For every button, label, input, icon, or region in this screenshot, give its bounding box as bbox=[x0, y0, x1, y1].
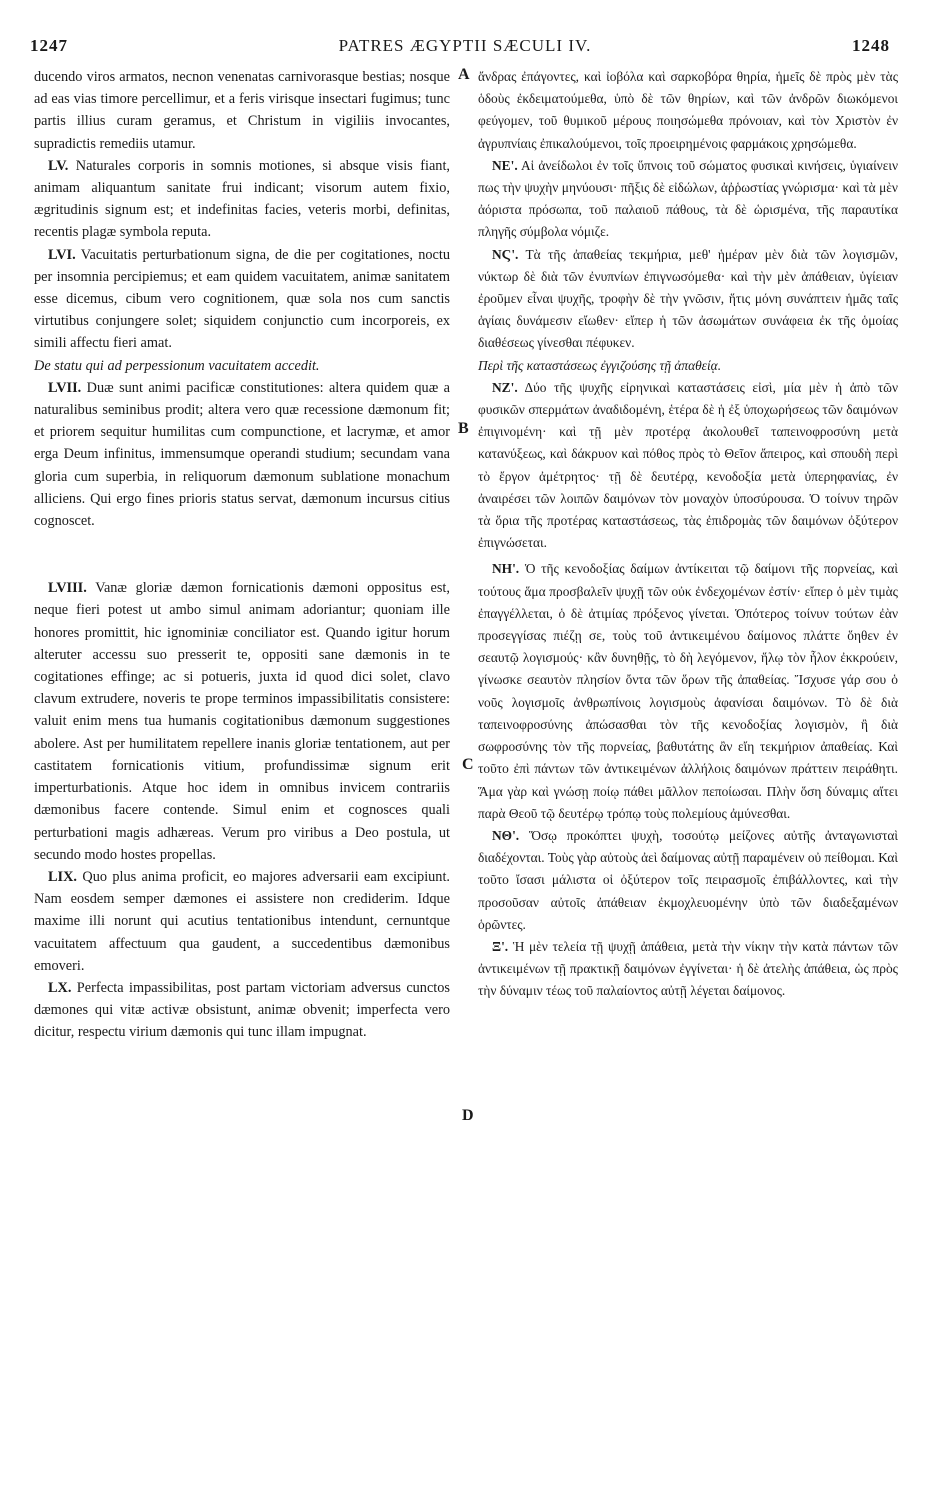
latin-section-lx bbox=[34, 977, 450, 1044]
section-number: ΝΕ'. bbox=[492, 157, 518, 173]
section-text: Perfecta impassibilitas, post partam victoriam adversus cunctos dæmones qui vitæ activæ obsistunt, animæ obvenit; imperfecta vero dicitur, respectu virium dæmonis qui tunc illam impugnat. bbox=[34, 979, 450, 1041]
latin-paragraph-continued: ducendo viros armatos, necnon venenatas carnivorasque bestias; nosque ad eas vias timore percellimur, et a feris virisque insectari fugimus; tunc partis illius curam geramus, et Christum in vigiliis invocantes, supradictis remediis utamur. bbox=[34, 69, 450, 152]
greek-column bbox=[478, 66, 898, 1003]
section-text: Vanæ gloriæ dæmon fornicationis dæmoni oppositus est, neque fieri potest ut ambo simul animam adoriantur; quoniam ille honores promittit, hic ignominiæ conciliator est. Quando igitur horum alteruter accessu suo presserit te, oppositi sane dæmonis in te cogitationes effinge; ac si potueris, juxta id quod dici solet, clavo clavum extrudere, noveris te prope terminos impassibilitatis consistere: valuit enim mens tua humanis cogitationibus dæmonum suggestiones abolere. Ast per humilitatem repellere inanis gloriæ tentationem, aut per castitatem fornicationis vitium, profundissimæ signum erit imperturbationis. Atque hoc idem in omnibus invicem contrariis dæmonibus facere contende. Simul enim et cognosces quali perturbationi magis adhæreas. Verum pro viribus a Deo postula, ut secundo modo hostes propellas. bbox=[34, 580, 450, 863]
page-number-right: 1248 bbox=[852, 36, 890, 55]
margin-letter-c: C bbox=[462, 756, 474, 773]
section-number: Ξ'. bbox=[492, 938, 509, 954]
section-number: LIX. bbox=[48, 868, 77, 885]
section-text: Vacuitatis perturbationum signa, de die per cogitationes, noctu per insomnia percipiemus; et eam quidem vacuitatem, animæ sanitatem esse dicemus, cibum vero cognitionem, quæ sola nos cum sanctis virtutibus conjungere solet; siquidem conjunctio cum incorporeis, ex simili affectu fieri amat. bbox=[34, 246, 450, 352]
page-header bbox=[0, 36, 930, 60]
section-text: Ὁ τῆς κενοδοξίας δαίμων ἀντίκειται τῷ δαίμονι τῆς πορνείας, καὶ τούτους ἅμα προσβαλεῖν ψυχῇ τῶν οὐκ ἐνδεχομένων ἐστίν· εἴπερ ὁ μὲν τιμὰς ἐπαγγέλλεται, ὁ δὲ ἀτιμίας πρόξενος γίνεται. Ὁπότερος τοίνυν τούτων ἐὰν προσεγγίσας πιέζῃ σε, τοὺς τοῦ ἀντικειμένου δαίμονος πλάττε ὅηθεν ἐν σεαυτῷ λογισμούς· κἂν δυνηθῇς, τὸ δὴ λεγόμενον, ἥλῳ τὸν ἧλον ἐκκρούειν, γίνωσκε σεαυτὸν πλησίον ὄντα τῶν ὅρων τῆς ἀπαθείας. Ἴσχυσε γάρ σου ὁ νοῦς λογισμοῖς ἀνθρωπίνοις λογισμοὺς ἀφανίσαι δαιμόνων. Τὸ δὲ διὰ ταπεινοφροσύνης ἀπώσασθαι τὸν τῆς κενοδοξίας λογισμὸν, ἢ διὰ σωφροσύνης τὸν τῆς πορνείας, βαθυτάτης ἂν εἴη τεκμήριον ἀπαθείας. Καὶ τοῦτο ἐπὶ πάντων τῶν ἀντικειμένων ἀλλήλοις δαιμόνων πράττειν πειράθητι. Ἅμα γὰρ καὶ γνώσῃ ποίῳ πάθει μᾶλλον πεποίωσαι. Πλὴν ὅση δύναμις αἴτει παρὰ Θεοῦ τῷ δευτέρῳ τρόπῳ τοὺς πολεμίους ἀμύνεσθαι. bbox=[478, 561, 898, 821]
section-number: LVI. bbox=[48, 246, 76, 263]
margin-letter-a: A bbox=[458, 66, 470, 83]
column-gap bbox=[34, 532, 450, 577]
section-text: Ὅσῳ προκόπτει ψυχὴ, τοσούτῳ μείζονες αὐτῆς ἀνταγωνισταὶ διαδέχονται. Τοὺς γὰρ αὐτοὺς ἀεὶ δαίμονας αὐτῇ παραμένειν οὐ πείθομαι. Καὶ τοῦτο ἴσασι μάλιστα οἱ ὀξύτερον τοῖς πειρασμοῖς ἐπιβάλλοντες, καὶ τὴν προσοῦσαν αὐτοῖς ἀπάθειαν ἐκμοχλευομένην ὑπὸ τῶν διαδεξαμένων ὁρῶντες. bbox=[478, 827, 898, 932]
margin-letter-b: B bbox=[458, 420, 469, 437]
latin-section-lix bbox=[34, 866, 450, 977]
greek-section-57 bbox=[478, 377, 898, 555]
section-number: ΝΘ'. bbox=[492, 827, 520, 843]
section-text: Duæ sunt animi pacificæ constitutiones: altera quidem quæ a naturalibus seminibus prodit; altera vero quæ recessione dæmonum fit; et priorem sequitur humilitas cum compunctione, et lacrymæ, et amor erga Deum infinitus, immensumque operandi studium; secundam vana gloria cum superbia, in reliquorum dæmonum sublatione monachum alliciens. Qui ergo fines prioris status servat, dæmonum incursus citius cognoscet. bbox=[34, 379, 450, 530]
section-number: ΝΖ'. bbox=[492, 379, 518, 395]
greek-section-56 bbox=[478, 244, 898, 355]
greek-section-55 bbox=[478, 155, 898, 244]
greek-section-heading: Περὶ τῆς καταστάσεως ἐγγιζούσης τῇ ἀπαθείᾳ. bbox=[478, 357, 722, 373]
greek-section-59 bbox=[478, 825, 898, 936]
greek-section-60 bbox=[478, 936, 898, 1003]
margin-letter-d: D bbox=[462, 1107, 474, 1124]
section-number: LVIII. bbox=[48, 580, 87, 597]
section-number: LVII. bbox=[48, 379, 82, 396]
section-text: Τὰ τῆς ἀπαθείας τεκμήρια, μεθ' ἡμέραν μὲν διὰ τῶν λογισμῶν, νύκτωρ δὲ διὰ τῶν ἐνυπνίων ἐπιγνωσόμεθα· καὶ τὴν μὲν ἀπάθειαν, ὑγίειαν ἐροῦμεν εἶναι ψυχῆς, τροφὴν δὲ τὴν γνῶσιν, ἥτις μόνη συνάπτειν ἡμᾶς ταῖς ἁγίαις δυνάμεσιν εἴωθεν· εἴπερ ἡ τῶν ἀσωμάτων συνάφεια ἐκ τῆς ὁμοίας διαθέσεως γίνεσθαι πέφυκεν. bbox=[478, 246, 899, 351]
latin-section-lvi bbox=[34, 244, 450, 355]
greek-paragraph-continued: ἄνδρας ἐπάγοντες, καὶ ἰοβόλα καὶ σαρκοβόρα θηρία, ἡμεῖς δὲ πρὸς μὲν τὰς ὁδοὺς ἐκδειματούμεθα, ὑπὸ δὲ τῶν θηρίων, καὶ τῶν ἀνδρῶν διωκόμενοι φεύγομεν, τοῦ θυμικοῦ μέρους ποιησώμεθα πρόνοιαν, καὶ τὸν Χριστὸν ἐν ἀγρυπνίαις ἐπικαλούμενοι, τοῖς προειρημένοις φαρμάκοις χρησώμεθα. bbox=[478, 69, 898, 151]
latin-section-lv bbox=[34, 155, 450, 244]
section-text: Αἱ ἀνείδωλοι ἐν τοῖς ὕπνοις τοῦ σώματος φυσικαὶ κινήσεις, ὑγιαίνειν πως τὴν ψυχὴν μηνύουσι· πῆξις δὲ εἰδώλων, ἀῤῥωστίας γνώρισμα· καὶ τὰ μὲν ἀόριστα πρόσωπα, τοῦ παλαιοῦ πάθους, τὰ δὲ ὡρισμένα, τῆς παραυτίκα πληγῆς σύμβολα νόμιζε. bbox=[478, 157, 899, 240]
section-number: ΝϚ'. bbox=[492, 246, 519, 262]
running-title: PATRES ÆGYPTII SÆCULI IV. bbox=[338, 36, 592, 55]
latin-column bbox=[34, 66, 450, 1044]
section-text: Naturales corporis in somnis motiones, si absque visis fiant, animam aliquantum sanitate frui indicant; visorum autem fixio, ægritudinis signum est; et indefinitas facies, veteris morbi, definitas, recentis plagæ symbola reputa. bbox=[34, 157, 450, 241]
section-text: Quo plus anima proficit, eo majores adversarii eam excipiunt. Nam eosdem semper dæmones ei assistere non crediderim. Idque maxime illi norunt qui acutius tentationibus intendunt, cernuntque vacuitatem affectuum qua gaudent, a succedentibus dæmonibus emoveri. bbox=[34, 868, 451, 974]
section-number: LX. bbox=[48, 979, 72, 996]
section-number: LV. bbox=[48, 157, 69, 174]
section-text: Δύο τῆς ψυχῆς εἰρηνικαὶ καταστάσεις εἰσὶ, μία μὲν ἡ ἀπὸ τῶν φυσικῶν σπερμάτων ἀναδιδομένη, ἑτέρα δὲ ἡ ἐξ ὑποχωρήσεως τῶν δαιμόνων ἐπιγινομένη· καὶ τῇ μὲν προτέρᾳ ἀκολουθεῖ ταπεινοφροσύνη μετὰ κατανύξεως, καὶ δάκρυον καὶ πόθος πρὸς τὸ Θεῖον ἄπειρος, καὶ σπουδὴ περὶ τὸ ἔργον ἀμέτρητος· τῇ δὲ δευτέρᾳ, κενοδοξία μετὰ ὑπερηφανίας, ἐν ἀναιρέσει τῶν λοιπῶν δαιμόνων τὸν μοναχὸν ὑποσύρουσα. Ὁ τοίνυν τηρῶν τὰ ὅρια τῆς προτέρας καταστάσεως, τὰς ἐπιδρομὰς τῶν δαιμόνων ὀξύτερον ἐπιγνώσεται. bbox=[478, 379, 898, 551]
page-number-left: 1247 bbox=[30, 36, 68, 55]
section-number: ΝΗ'. bbox=[492, 561, 520, 577]
section-text: Ἡ μὲν τελεία τῇ ψυχῇ ἀπάθεια, μετὰ τὴν νίκην τὴν κατὰ πάντων τῶν ἀντικειμένων τῇ πρακτικῇ δαιμόνων ἐγγίνεται· ἡ δὲ ἀτελὴς ἀπάθεια, ὡς πρὸς τὴν δύναμιν τέως τοῦ παλαίοντος αὐτῇ λέγεται δαίμονος. bbox=[478, 938, 898, 999]
latin-section-lviii bbox=[34, 577, 450, 866]
greek-section-58 bbox=[478, 558, 898, 824]
latin-section-heading: De statu qui ad perpessionum vacuitatem accedit. bbox=[34, 357, 320, 374]
latin-section-lvii bbox=[34, 377, 450, 532]
